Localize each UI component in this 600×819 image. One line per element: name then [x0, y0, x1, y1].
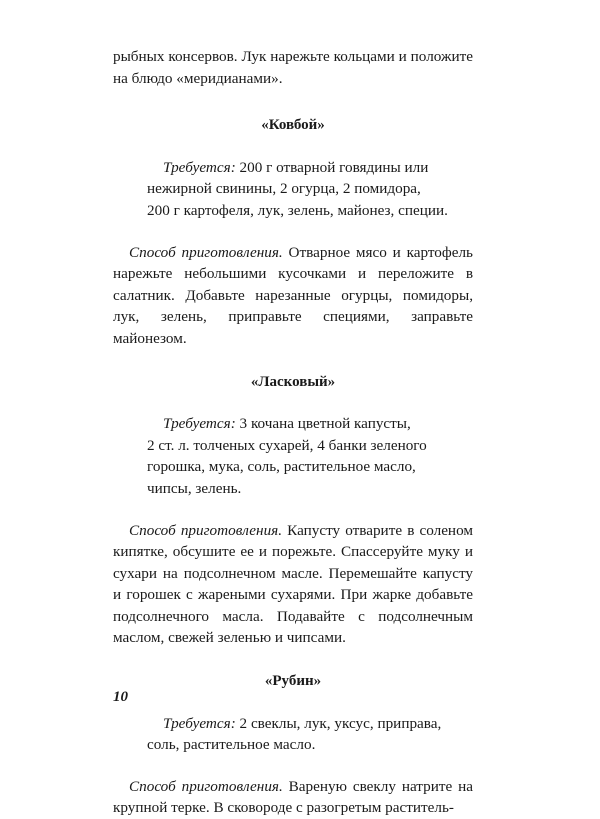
recipe-requirements-kovboy: [113, 157, 473, 222]
method-text: Капусту отварите в соленом кипятке, обсушите ее и порежьте. Спассеруйте муку и сухари на подсолнечном масле. Перемешайте капусту и горошек с жареными сухарями. При жарке добавьте подсолнечного масла. Подавайте с подсолнечным маслом, свежей зеленью и чипсами.: [113, 521, 473, 647]
req-label: Требуется:: [163, 158, 236, 176]
req-line: горошка, мука, соль, растительное масло,: [147, 458, 416, 476]
intro-paragraph: рыбных консервов. Лук нарежьте кольцами и положите на блюдо «меридианами».: [113, 48, 473, 87]
recipe-method-kovboy: [113, 242, 473, 350]
method-text: Отварное мясо и картофель нарежьте небольшими кусочками и переложите в салатник. Добавьте нарезанные огурцы, помидоры, лук, зелень, приправьте специями, заправьте майонезом.: [113, 243, 473, 347]
method-label: Способ приготовления.: [129, 777, 283, 795]
req-line: чипсы, зелень.: [147, 479, 242, 497]
req-line: 200 г отварной говядины или: [239, 158, 429, 176]
recipe-method-rubin: [113, 776, 473, 819]
req-line: 3 кочана цветной капусты,: [239, 415, 411, 433]
req-label: Требуется:: [163, 415, 236, 433]
recipe-title-rubin: «Рубин»: [264, 673, 322, 690]
req-label: Требуется:: [163, 714, 236, 732]
req-line: 200 г картофеля, лук, зелень, майонез, специи.: [147, 201, 448, 219]
recipe-title-laskovyy: «Ласковый»: [250, 373, 336, 390]
page-body: [113, 46, 473, 819]
req-line: 2 ст. л. толченых сухарей, 4 банки зеленого: [147, 436, 427, 454]
method-label: Способ приготовления.: [129, 243, 283, 261]
method-text: Вареную свеклу натрите на крупной терке. В сковороде с разогретым раститель-: [113, 777, 473, 817]
recipe-requirements-rubin: [113, 713, 473, 756]
req-line: 2 свеклы, лук, уксус, приправа,: [239, 714, 442, 732]
req-line: нежирной свинины, 2 огурца, 2 помидора,: [147, 180, 421, 198]
recipe-requirements-laskovyy: [113, 413, 473, 499]
page-number: 10: [113, 689, 128, 705]
method-label: Способ приготовления.: [129, 521, 283, 539]
recipe-title-kovboy: «Ковбой»: [261, 117, 325, 134]
req-line: соль, растительное масло.: [147, 736, 316, 754]
recipe-method-laskovyy: [113, 520, 473, 650]
